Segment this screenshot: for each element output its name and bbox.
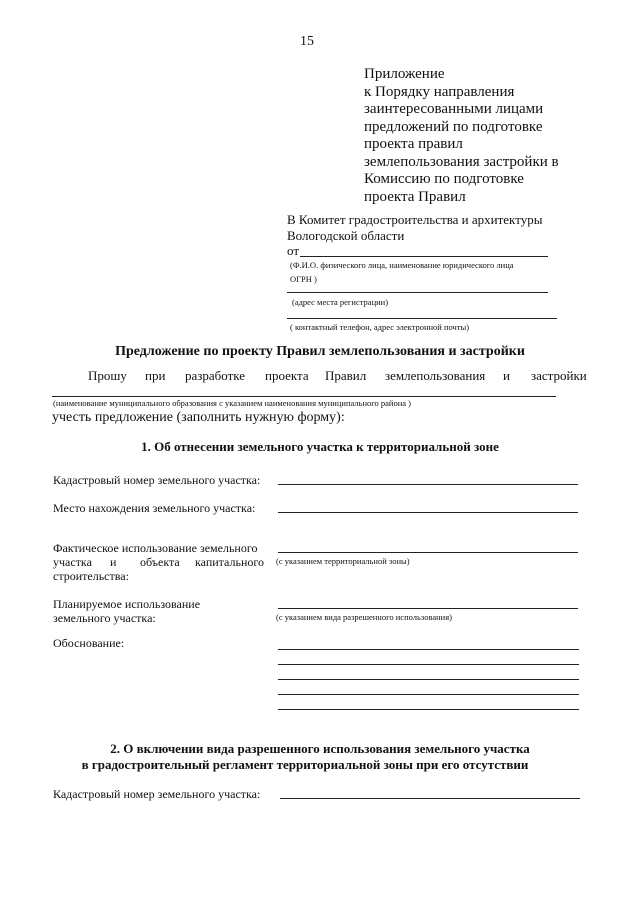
address-note: (адрес места регистрации) (292, 297, 389, 307)
actual-use-word: объекта (140, 555, 180, 569)
cadastral-input-line[interactable] (278, 484, 578, 485)
request-word: проекта (265, 368, 309, 383)
section1-title: 1. Об отнесении земельного участка к территориальной зоне (141, 439, 499, 454)
request-word: Правил (325, 368, 367, 383)
location-label: Место нахождения земельного участка: (53, 501, 256, 515)
section2-title: 2. О включении вида разрешенного использования земельного участка (110, 741, 530, 756)
appendix-block (364, 66, 614, 206)
planned-use-input-line[interactable] (278, 608, 578, 609)
appendix-line: заинтересованными лицами (364, 101, 544, 117)
name-note: (Ф.И.О. физического лица, наименование юридического лица (290, 260, 514, 270)
request-word: и (503, 368, 510, 383)
actual-use-input-line[interactable] (278, 552, 578, 553)
section2-title-cont: в градостроительный регламент территориальной зоны при его отсутствии (81, 757, 529, 772)
justification-input-line[interactable] (278, 649, 579, 650)
justification-input-line[interactable] (278, 709, 579, 710)
request-word: при (145, 368, 166, 383)
appendix-line: проекта Правил (364, 188, 466, 205)
request-word: землепользования (385, 368, 486, 383)
planned-use-label-end: земельного участка: (53, 611, 156, 625)
from-label: от (287, 243, 300, 258)
contacts-note: ( контактный телефон, адрес электронной почты) (290, 322, 470, 332)
address-input-line[interactable] (287, 292, 548, 293)
addressee-block (287, 212, 542, 244)
justification-input-line[interactable] (278, 664, 579, 665)
appendix-line: Комиссию по подготовке (364, 171, 524, 187)
document-title: Предложение по проекту Правил землепользования и застройки (115, 344, 525, 359)
justification-input-line[interactable] (278, 679, 579, 680)
appendix-line: к Порядку направления (364, 83, 515, 100)
addressee-line: В Комитет градостроительства и архитектуры (287, 212, 543, 227)
actual-use-label: Фактическое использование земельного (53, 541, 258, 555)
addressee-line: Вологодской области (287, 228, 405, 243)
planned-use-note: (с указанием вида разрешенного использования) (276, 612, 452, 622)
section2-cadastral-label: Кадастровый номер земельного участка: (53, 787, 261, 801)
page-number: 15 (300, 34, 314, 49)
contacts-input-line[interactable] (287, 318, 557, 319)
actual-use-label-end: строительства: (53, 569, 129, 583)
cadastral-label: Кадастровый номер земельного участка: (53, 473, 261, 487)
planned-use-label: Планируемое использование (53, 597, 201, 611)
request-word: разработке (185, 368, 246, 383)
request-word: застройки (531, 368, 587, 383)
location-input-line[interactable] (278, 512, 578, 513)
request-continuation: учесть предложение (заполнить нужную форму): (52, 410, 345, 425)
municipality-note: (наименование муниципального образования с указанием наименования муниципального района ) (53, 398, 412, 408)
justification-input-line[interactable] (278, 694, 579, 695)
ogrn-note: ОГРН ) (290, 274, 317, 284)
appendix-line: землепользования застройки в (364, 153, 559, 170)
appendix-line: предложений по подготовке (364, 118, 543, 135)
request-word: Прошу (88, 368, 127, 383)
from-input-line[interactable] (300, 256, 548, 257)
section2-cadastral-input-line[interactable] (280, 798, 580, 799)
appendix-line: Приложение (364, 66, 445, 82)
appendix-line: проекта правил (364, 136, 463, 152)
justification-label: Обоснование: (53, 636, 125, 650)
actual-use-word: участка (53, 555, 92, 569)
actual-use-word: и (110, 555, 117, 569)
municipality-input-line[interactable] (52, 396, 556, 397)
actual-use-word: капитального (195, 555, 264, 569)
actual-use-note: (с указанием территориальной зоны) (276, 556, 410, 566)
